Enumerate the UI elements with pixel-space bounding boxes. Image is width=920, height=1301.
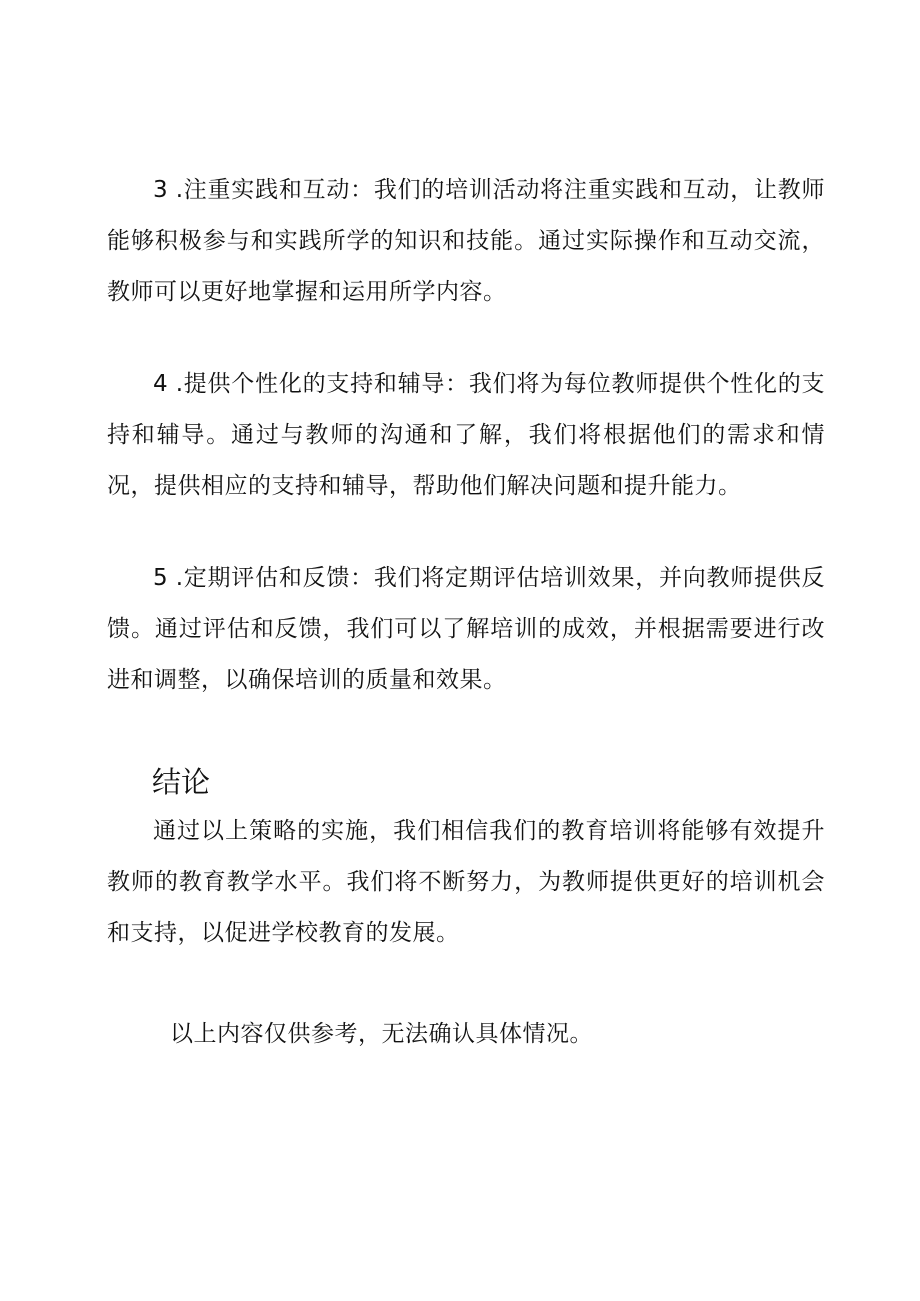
item-text: 定期评估和反馈：我们将定期评估培训效果，并向教师提供反馈。通过评估和反馈，我们可以了解培训的成效，并根据需要进行改进和调整，以确保培训的质量和效果。 — [107, 565, 826, 693]
item-separator: . — [167, 177, 184, 203]
list-item-4 — [107, 359, 825, 512]
item-number: 5 — [153, 565, 168, 591]
conclusion-text: 通过以上策略的实施，我们相信我们的教育培训将能够有效提升教师的教育教学水平。我们将不断努力，为教师提供更好的培训机会和支持，以促进学校教育的发展。 — [107, 818, 825, 946]
conclusion-heading: 结论 — [152, 765, 211, 799]
item-number: 4 — [153, 371, 168, 397]
item-number: 3 — [153, 177, 168, 203]
item-separator: . — [167, 371, 184, 397]
list-item-5 — [107, 553, 825, 706]
list-item-3 — [107, 165, 825, 318]
disclaimer-note: 以上内容仅供参考，无法确认具体情况。 — [170, 1021, 593, 1047]
item-separator: . — [167, 565, 184, 591]
item-text: 提供个性化的支持和辅导：我们将为每位教师提供个性化的支持和辅导。通过与教师的沟通和了解，我们将根据他们的需求和情况，提供相应的支持和辅导，帮助他们解决问题和提升能力。 — [107, 371, 826, 499]
item-text: 注重实践和互动：我们的培训活动将注重实践和互动，让教师能够积极参与和实践所学的知识和技能。通过实际操作和互动交流，教师可以更好地掌握和运用所学内容。 — [107, 177, 826, 305]
conclusion-paragraph — [107, 806, 825, 959]
